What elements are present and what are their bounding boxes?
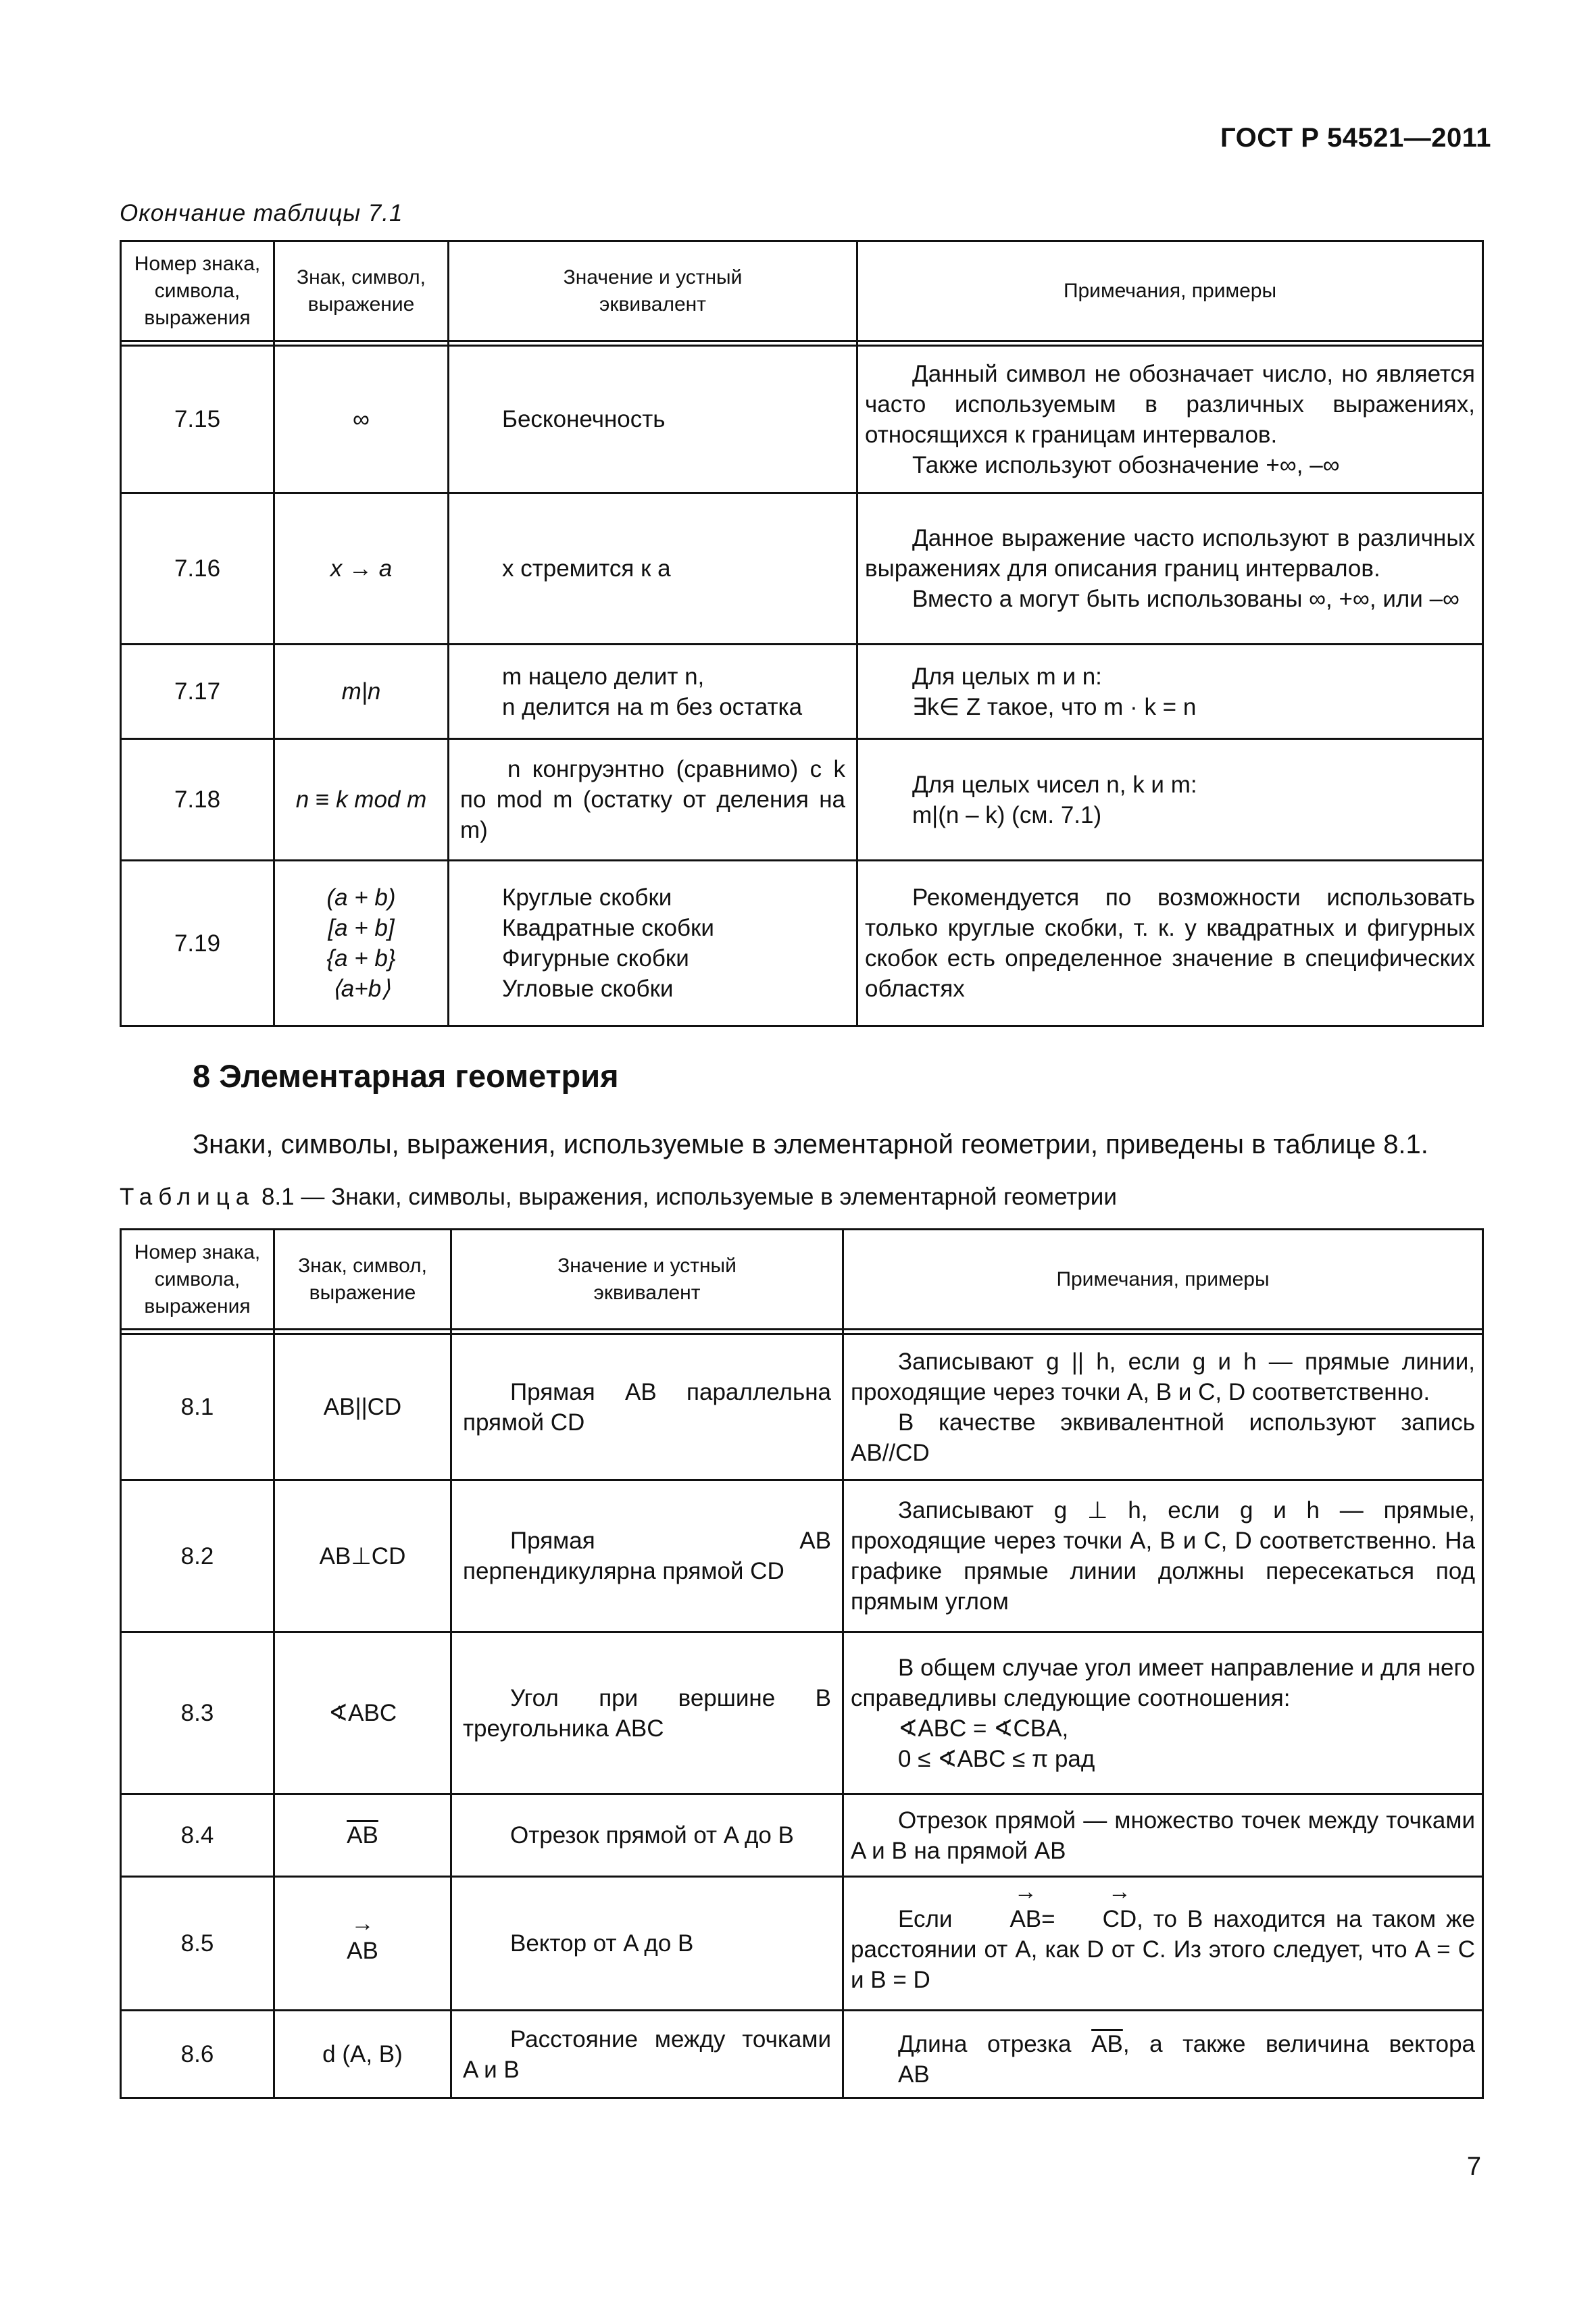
row-symbol: AB||CD bbox=[274, 1334, 451, 1480]
section-title: 8 Элементарная геометрия bbox=[193, 1058, 619, 1094]
standard-number: ГОСТ Р 54521—2011 bbox=[1220, 123, 1491, 153]
table-8-1 bbox=[120, 1228, 1484, 2099]
row-notes: В общем случае угол имеет направление и для него справедливы следующие соотношения: ∢ABC = ∢CBA, 0 ≤ ∢ABC ≤ π рад bbox=[843, 1632, 1483, 1794]
row-meaning: n конгруэнтно (сравнимо) с k по mod m (остатку от деления на m) bbox=[449, 739, 857, 861]
row-symbol: d (A, B) bbox=[274, 2011, 451, 2098]
row-notes: Рекомендуется по возможности использовать только круглые скобки, т. к. у квадратных и фигурных скобок есть определенное значение в специфических областях bbox=[857, 861, 1483, 1026]
row-symbol: (a + b) [a + b] {a + b} ⟨a+b⟩ bbox=[274, 861, 449, 1026]
row-notes: Записывают g ⊥ h, если g и h — прямые, проходящие через точки A, B и C, D соответственно. На графике прямые линии должны пересекаться под прямым углом bbox=[843, 1480, 1483, 1632]
col-header-number: Номер знака, символа, выражения bbox=[121, 1230, 274, 1330]
row-number: 7.19 bbox=[121, 861, 274, 1026]
row-notes: Для целых m и n: ∃k∈ Z такое, что m · k = n bbox=[857, 645, 1483, 739]
row-notes: Данный символ не обозначает число, но является часто используемым в различных выражениях, относящихся к границам интервалов. Также используют обозначение +∞, –∞ bbox=[857, 346, 1483, 493]
table-row bbox=[121, 1334, 1483, 1480]
row-notes: Записывают g || h, если g и h — прямые линии, проходящие через точки A, B и C, D соответственно. В качестве эквивалентной используют запись AB//CD bbox=[843, 1334, 1483, 1480]
row-notes: Если → AB= → CD, то B находится на таком же расстоянии от A, как D от C. Из этого следует, что A = C и B = D bbox=[843, 1877, 1483, 2011]
row-meaning: Круглые скобки Квадратные скобки Фигурные скобки Угловые скобки bbox=[449, 861, 857, 1026]
vector-notation: → CD bbox=[1055, 1904, 1137, 1934]
table-row bbox=[121, 739, 1483, 861]
col-header-notes: Примечания, примеры bbox=[857, 241, 1483, 341]
row-number: 8.5 bbox=[121, 1877, 274, 2011]
row-number: 8.1 bbox=[121, 1334, 274, 1480]
row-notes: Длина отрезка $\overline{AB}$, а также величина вектора → AB bbox=[843, 2011, 1483, 2098]
col-header-symbol: Знак, символ, выражение bbox=[274, 1230, 451, 1330]
table-row bbox=[121, 1877, 1483, 2011]
row-symbol: ∞ bbox=[274, 346, 449, 493]
table-row bbox=[121, 2011, 1483, 2098]
row-meaning: m нацело делит n, n делится на m без остатка bbox=[449, 645, 857, 739]
row-number: 7.16 bbox=[121, 493, 274, 645]
row-notes: Данное выражение часто используют в различных выражениях для описания границ интервалов. Вместо a могут быть использованы ∞, +∞, или –∞ bbox=[857, 493, 1483, 645]
row-meaning: Вектор от A до B bbox=[451, 1877, 843, 2011]
row-notes: Для целых чисел n, k и m: m|(n – k) (см. 7.1) bbox=[857, 739, 1483, 861]
segment-notation: $\overline{AB}$ bbox=[347, 1822, 378, 1848]
table-row bbox=[121, 1794, 1483, 1877]
row-meaning: x стремится к a bbox=[449, 493, 857, 645]
row-meaning: Прямая AB перпендикулярна прямой CD bbox=[451, 1480, 843, 1632]
row-meaning: Расстояние между точками A и B bbox=[451, 2011, 843, 2098]
row-symbol: ∢ABC bbox=[274, 1632, 451, 1794]
row-number: 7.17 bbox=[121, 645, 274, 739]
row-symbol bbox=[274, 1877, 451, 2011]
vector-notation: → AB bbox=[347, 1936, 378, 1966]
segment-notation: $\overline{AB}$ bbox=[1091, 2030, 1123, 2057]
table-continuation-label: Окончание таблицы 7.1 bbox=[120, 200, 403, 226]
table-row bbox=[121, 861, 1483, 1026]
col-header-notes: Примечания, примеры bbox=[843, 1230, 1483, 1330]
row-symbol: n ≡ k mod m bbox=[274, 739, 449, 861]
col-header-symbol: Знак, символ, выражение bbox=[274, 241, 449, 341]
col-header-number: Номер знака, символа, выражения bbox=[121, 241, 274, 341]
row-notes: Отрезок прямой — множество точек между точками A и B на прямой AB bbox=[843, 1794, 1483, 1877]
section-intro: Знаки, символы, выражения, используемые в элементарной геометрии, приведены в таблице 8.1. bbox=[193, 1130, 1428, 1159]
row-meaning: Угол при вершине B треугольника ABC bbox=[451, 1632, 843, 1794]
row-symbol: x → a bbox=[274, 493, 449, 645]
row-symbol: AB⊥CD bbox=[274, 1480, 451, 1632]
col-header-meaning: Значение и устный эквивалент bbox=[451, 1230, 843, 1330]
col-header-meaning: Значение и устный эквивалент bbox=[449, 241, 857, 341]
row-number: 8.3 bbox=[121, 1632, 274, 1794]
table-row bbox=[121, 1632, 1483, 1794]
page-number: 7 bbox=[1466, 2153, 1481, 2181]
row-meaning: Прямая AB параллельна прямой CD bbox=[451, 1334, 843, 1480]
row-number: 8.6 bbox=[121, 2011, 274, 2098]
row-symbol: m|n bbox=[274, 645, 449, 739]
table-row bbox=[121, 346, 1483, 493]
vector-notation: → AB bbox=[851, 2059, 930, 2090]
row-meaning: Бесконечность bbox=[449, 346, 857, 493]
row-meaning: Отрезок прямой от A до B bbox=[451, 1794, 843, 1877]
table-7-1 bbox=[120, 240, 1484, 1027]
table-caption: Таблица 8.1 — Знаки, символы, выражения, используемые в элементарной геометрии bbox=[120, 1184, 1117, 1210]
row-number: 8.2 bbox=[121, 1480, 274, 1632]
row-number: 7.18 bbox=[121, 739, 274, 861]
row-number: 7.15 bbox=[121, 346, 274, 493]
table-row bbox=[121, 1480, 1483, 1632]
vector-notation: → AB bbox=[962, 1904, 1041, 1934]
row-symbol bbox=[274, 1794, 451, 1877]
row-number: 8.4 bbox=[121, 1794, 274, 1877]
table-row bbox=[121, 645, 1483, 739]
table-row bbox=[121, 493, 1483, 645]
